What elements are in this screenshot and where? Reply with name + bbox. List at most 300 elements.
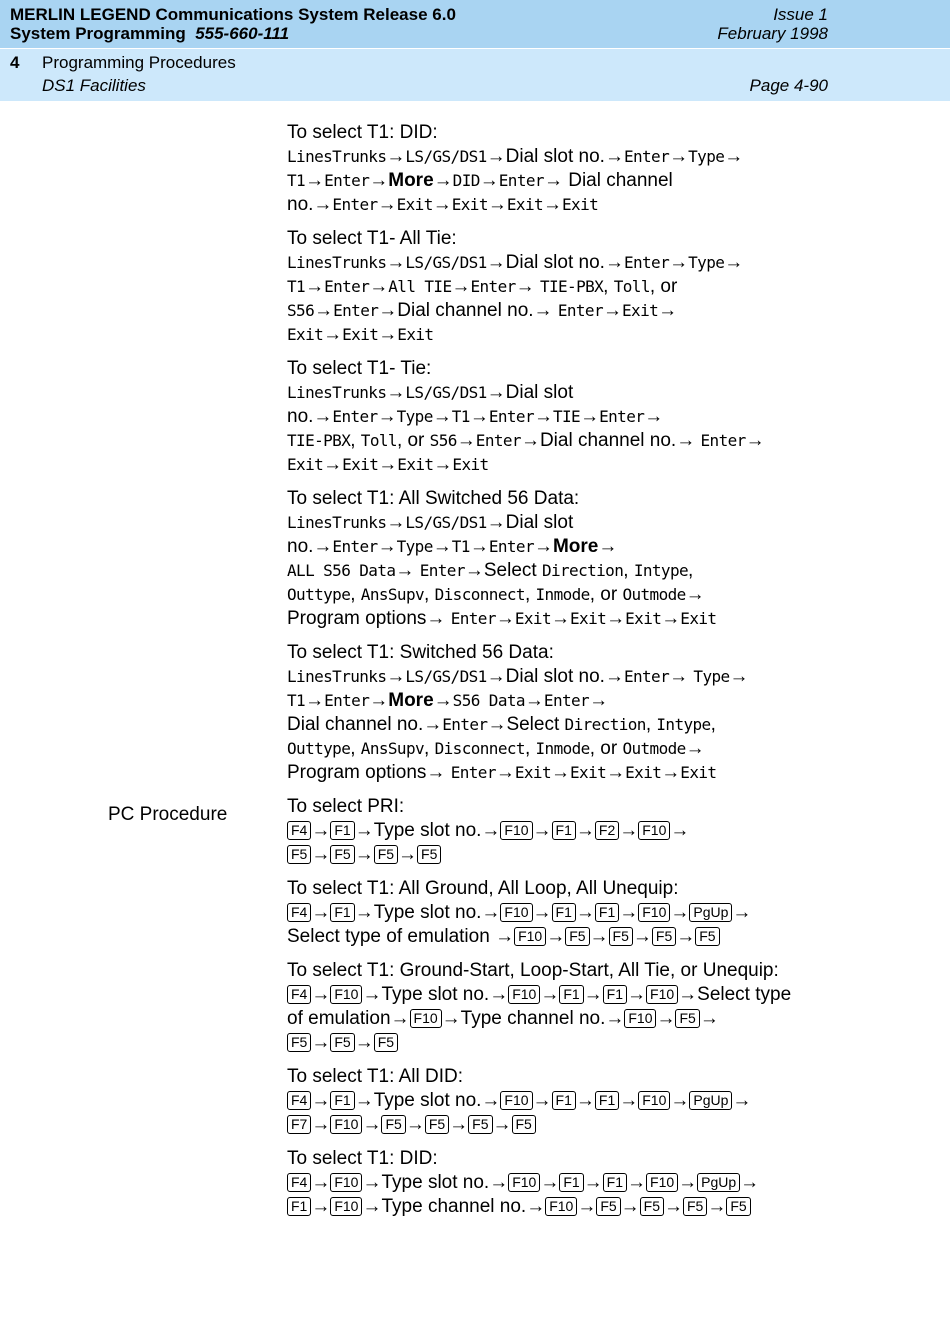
function-key: F1 xyxy=(603,1173,627,1192)
arrow-icon: → xyxy=(313,406,333,427)
function-key: PgUp xyxy=(689,1091,732,1110)
display-label: Enter xyxy=(599,407,645,426)
display-label: Exit xyxy=(625,609,662,628)
step-text: , xyxy=(688,560,694,581)
display-label: Exit xyxy=(562,195,599,214)
procedure-step-line xyxy=(287,535,847,559)
display-label: Enter xyxy=(623,147,670,166)
arrow-icon: → xyxy=(311,820,331,841)
step-text: , or xyxy=(649,276,678,297)
arrow-icon: → xyxy=(378,300,398,321)
display-label: Exit xyxy=(622,301,659,320)
display-label: S56 xyxy=(429,431,457,450)
function-key: F5 xyxy=(726,1197,750,1216)
arrow-icon: → xyxy=(627,1172,647,1193)
procedure-step-line xyxy=(287,193,847,217)
function-key: F4 xyxy=(287,1091,311,1110)
arrow-icon: → xyxy=(526,1196,546,1217)
arrow-icon: → xyxy=(469,406,489,427)
function-key: F1 xyxy=(552,903,576,922)
display-label: Enter xyxy=(332,407,378,426)
procedure-step-line xyxy=(287,299,847,323)
procedure-title: To select T1: All Ground, All Loop, All Unequip: xyxy=(287,878,679,899)
function-key: F1 xyxy=(330,1091,354,1110)
arrow-icon: → xyxy=(469,536,489,557)
function-key: F1 xyxy=(330,821,354,840)
function-key: F5 xyxy=(565,927,589,946)
display-label: Exit xyxy=(514,609,551,628)
arrow-icon: → xyxy=(377,406,397,427)
function-key: F10 xyxy=(500,903,532,922)
function-key: F7 xyxy=(287,1115,311,1134)
arrow-icon: → xyxy=(369,276,389,297)
arrow-icon: → xyxy=(619,820,639,841)
arrow-icon: → xyxy=(543,194,563,215)
step-text: Dial slot xyxy=(505,382,574,403)
display-label: Exit xyxy=(397,455,434,474)
step-text: Dial channel no. xyxy=(397,300,534,321)
display-label: Enter xyxy=(623,667,670,686)
arrow-icon: → xyxy=(589,690,609,711)
arrow-icon: → xyxy=(729,666,749,687)
procedure-title: To select T1- All Tie: xyxy=(287,228,457,249)
arrow-icon: → xyxy=(676,430,696,451)
procedure-step-line xyxy=(287,843,847,867)
procedure-step-line xyxy=(287,145,847,169)
function-key: PgUp xyxy=(689,903,732,922)
arrow-icon: → xyxy=(405,1114,425,1135)
function-key: F10 xyxy=(508,1173,540,1192)
issue: Issue 1 xyxy=(773,5,828,24)
function-key: F10 xyxy=(330,1197,362,1216)
display-label: TIE-PBX xyxy=(287,431,351,450)
arrow-icon: → xyxy=(658,300,678,321)
display-label: TIE-PBX xyxy=(539,277,604,296)
display-label: Exit xyxy=(625,763,662,782)
function-key: F4 xyxy=(287,1173,311,1192)
doc-subtitle: System Programming xyxy=(10,24,186,43)
step-text: , or xyxy=(396,430,430,451)
arrow-icon: → xyxy=(598,536,618,557)
function-key: F2 xyxy=(595,821,619,840)
procedure-step-line xyxy=(287,1031,847,1055)
display-label: DID xyxy=(452,171,480,190)
arrow-icon: → xyxy=(354,902,374,923)
function-key: F5 xyxy=(330,1033,354,1052)
function-key: F4 xyxy=(287,903,311,922)
function-key: F1 xyxy=(559,985,583,1004)
function-key: F10 xyxy=(508,985,540,1004)
procedure-title: To select T1: DID: xyxy=(287,122,438,143)
display-label: Exit xyxy=(396,195,433,214)
arrow-icon: → xyxy=(656,1008,676,1029)
display-label: Exit xyxy=(397,325,434,344)
step-text: Type channel no. xyxy=(381,1196,527,1217)
arrow-icon: → xyxy=(311,1196,331,1217)
procedure-step-line xyxy=(287,665,847,689)
procedure-step-line xyxy=(287,275,847,299)
arrow-icon: → xyxy=(311,1172,331,1193)
step-text: , xyxy=(424,738,435,759)
function-key: F5 xyxy=(374,1033,398,1052)
procedure-step-line xyxy=(287,169,847,193)
arrow-icon: → xyxy=(661,608,681,629)
display-label: Enter xyxy=(332,537,378,556)
arrow-icon: → xyxy=(546,926,566,947)
arrow-icon: → xyxy=(323,454,343,475)
step-text: Type channel no. xyxy=(460,1008,606,1029)
button-label: More xyxy=(388,170,434,191)
display-label: Enter xyxy=(470,277,516,296)
arrow-icon: → xyxy=(699,1008,719,1029)
function-key: PgUp xyxy=(697,1173,740,1192)
arrow-icon: → xyxy=(432,194,452,215)
display-label: Toll xyxy=(360,431,397,450)
display-label: Enter xyxy=(488,537,534,556)
arrow-icon: → xyxy=(551,608,570,629)
arrow-icon: → xyxy=(433,170,453,191)
arrow-icon: → xyxy=(732,902,752,923)
display-label: T1 xyxy=(451,537,470,556)
display-label: Direction xyxy=(564,715,646,734)
arrow-icon: → xyxy=(398,844,418,865)
arrow-icon: → xyxy=(423,714,443,735)
display-label: Type xyxy=(396,407,433,426)
display-label: LS/GS/DS1 xyxy=(405,253,487,272)
step-text: , xyxy=(623,560,634,581)
arrow-icon: → xyxy=(604,666,624,687)
step-text: , xyxy=(524,584,536,605)
arrow-icon: → xyxy=(619,902,639,923)
step-text: , or xyxy=(589,584,623,605)
arrow-icon: → xyxy=(386,252,406,273)
function-key: F5 xyxy=(683,1197,707,1216)
arrow-icon: → xyxy=(604,146,624,167)
function-key: F10 xyxy=(410,1009,442,1028)
arrow-icon: → xyxy=(627,984,647,1005)
issue-date: February 1998 xyxy=(717,24,828,43)
display-label: Disconnect xyxy=(434,585,525,604)
function-key: F1 xyxy=(595,903,619,922)
arrow-icon: → xyxy=(481,820,501,841)
arrow-icon: → xyxy=(362,1196,382,1217)
step-text: Dial slot no. xyxy=(505,146,605,167)
arrow-icon: → xyxy=(589,926,609,947)
chapter-title: Programming Procedures xyxy=(42,53,236,72)
function-key: F4 xyxy=(287,985,311,1004)
arrow-icon: → xyxy=(311,844,331,865)
pc-procedure-label: PC Procedure xyxy=(108,804,228,825)
display-label: S56 Data xyxy=(452,691,525,710)
procedure-step-line xyxy=(287,689,847,713)
function-key: F5 xyxy=(695,927,719,946)
arrow-icon: → xyxy=(670,902,690,923)
procedure-title: To select T1: DID: xyxy=(287,1148,438,1169)
procedure-section xyxy=(287,877,847,949)
function-key: F10 xyxy=(646,1173,678,1192)
step-text: Dial slot no. xyxy=(505,252,605,273)
arrow-icon: → xyxy=(495,608,515,629)
arrow-icon: → xyxy=(644,406,664,427)
display-label: TIE xyxy=(552,407,581,426)
function-key: F10 xyxy=(624,1009,656,1028)
display-label: Exit xyxy=(506,195,544,214)
procedure-section xyxy=(287,121,847,217)
display-label: AnsSupv xyxy=(360,585,425,604)
function-key: F5 xyxy=(287,845,311,864)
arrow-icon: → xyxy=(606,762,626,783)
arrow-icon: → xyxy=(575,902,595,923)
arrow-icon: → xyxy=(313,194,333,215)
arrow-icon: → xyxy=(441,1008,461,1029)
arrow-icon: → xyxy=(362,1172,382,1193)
arrow-icon: → xyxy=(451,276,471,297)
step-text: , xyxy=(350,584,361,605)
step-text: Program options xyxy=(287,608,427,629)
arrow-icon: → xyxy=(515,276,535,297)
display-label: Exit xyxy=(287,455,324,474)
display-label: Exit xyxy=(570,763,607,782)
arrow-icon: → xyxy=(489,1172,509,1193)
arrow-icon: → xyxy=(745,430,765,451)
display-label: Disconnect xyxy=(434,739,525,758)
arrow-icon: → xyxy=(669,252,689,273)
display-label: Enter xyxy=(557,301,603,320)
step-text: Type slot no. xyxy=(381,1172,490,1193)
procedure-content xyxy=(287,121,847,1229)
display-label: LS/GS/DS1 xyxy=(405,383,487,402)
arrow-icon: → xyxy=(524,690,544,711)
procedure-step-line xyxy=(287,737,847,761)
procedure-step-line xyxy=(287,1113,847,1137)
arrow-icon: → xyxy=(575,820,595,841)
step-text: Select type xyxy=(697,984,792,1005)
step-text: Dial channel no. xyxy=(539,430,677,451)
step-text: of emulation xyxy=(287,1008,391,1029)
arrow-icon: → xyxy=(583,1172,603,1193)
step-text: , xyxy=(350,430,361,451)
step-text: , xyxy=(710,714,716,735)
step-text: Select xyxy=(483,560,542,581)
step-text: Dial channel xyxy=(562,170,673,191)
function-key: F5 xyxy=(425,1115,449,1134)
arrow-icon: → xyxy=(386,512,406,533)
function-key: F1 xyxy=(287,1197,311,1216)
arrow-icon: → xyxy=(377,194,397,215)
arrow-icon: → xyxy=(724,252,744,273)
arrow-icon: → xyxy=(575,1090,595,1111)
arrow-icon: → xyxy=(354,1090,374,1111)
procedure-step-line xyxy=(287,381,847,405)
step-text: Type slot no. xyxy=(373,1090,482,1111)
arrow-icon: → xyxy=(551,762,570,783)
function-key: F10 xyxy=(500,821,532,840)
procedure-step-line xyxy=(287,607,847,631)
function-key: F5 xyxy=(468,1115,492,1134)
procedure-step-line xyxy=(287,925,847,949)
display-label: Enter xyxy=(543,691,590,710)
arrow-icon: → xyxy=(487,714,507,735)
arrow-icon: → xyxy=(495,926,515,947)
display-label: Enter xyxy=(324,277,370,296)
arrow-icon: → xyxy=(533,300,553,321)
arrow-icon: → xyxy=(481,1090,501,1111)
arrow-icon: → xyxy=(632,926,652,947)
display-label: T1 xyxy=(451,407,470,426)
arrow-icon: → xyxy=(532,902,552,923)
arrow-icon: → xyxy=(540,984,560,1005)
procedure-step-line xyxy=(287,323,847,347)
display-label: Exit xyxy=(342,325,379,344)
function-key: F5 xyxy=(596,1197,620,1216)
arrow-icon: → xyxy=(605,1008,625,1029)
procedure-step-line xyxy=(287,511,847,535)
display-label: Intype xyxy=(656,715,711,734)
procedure-section xyxy=(287,641,847,785)
arrow-icon: → xyxy=(390,1008,410,1029)
display-label: Intype xyxy=(633,561,689,580)
arrow-icon: → xyxy=(426,608,446,629)
display-label: LinesTrunks xyxy=(287,147,387,166)
arrow-icon: → xyxy=(486,512,506,533)
arrow-icon: → xyxy=(489,984,509,1005)
arrow-icon: → xyxy=(669,146,689,167)
display-label: Enter xyxy=(419,561,465,580)
procedure-section xyxy=(287,1065,847,1137)
arrow-icon: → xyxy=(378,454,398,475)
display-label: Enter xyxy=(324,171,370,190)
arrow-icon: → xyxy=(580,406,600,427)
arrow-icon: → xyxy=(433,690,453,711)
arrow-icon: → xyxy=(354,1032,374,1053)
step-text: , xyxy=(350,738,361,759)
arrow-icon: → xyxy=(362,984,382,1005)
arrow-icon: → xyxy=(369,690,389,711)
arrow-icon: → xyxy=(670,1090,690,1111)
procedure-step-line xyxy=(287,251,847,275)
function-key: F10 xyxy=(330,1173,362,1192)
doc-number: 555-660-111 xyxy=(195,24,290,43)
arrow-icon: → xyxy=(492,1114,512,1135)
arrow-icon: → xyxy=(433,454,453,475)
procedure-step-line xyxy=(287,559,847,583)
chapter-number: 4 xyxy=(10,53,20,72)
display-label: Exit xyxy=(570,609,607,628)
step-text: Dial slot xyxy=(505,512,574,533)
arrow-icon: → xyxy=(479,170,499,191)
procedure-step-line xyxy=(287,983,847,1007)
procedure-step-line xyxy=(287,819,847,843)
display-label: Exit xyxy=(680,609,717,628)
display-label: Type xyxy=(688,253,725,272)
display-label: Direction xyxy=(541,561,624,580)
procedure-section xyxy=(287,959,847,1055)
chapter-band xyxy=(0,49,950,101)
function-key: F5 xyxy=(287,1033,311,1052)
step-text: no. xyxy=(287,406,314,427)
display-label: Outtype xyxy=(287,585,351,604)
arrow-icon: → xyxy=(533,536,553,557)
function-key: F5 xyxy=(417,845,441,864)
procedure-title: To select PRI: xyxy=(287,796,405,817)
display-label: Exit xyxy=(287,325,324,344)
function-key: F10 xyxy=(514,927,546,946)
arrow-icon: → xyxy=(432,406,452,427)
arrow-icon: → xyxy=(487,194,507,215)
display-label: T1 xyxy=(287,277,306,296)
arrow-icon: → xyxy=(543,170,563,191)
arrow-icon: → xyxy=(305,276,325,297)
arrow-icon: → xyxy=(314,300,334,321)
procedure-section xyxy=(287,357,847,477)
display-label: Exit xyxy=(342,455,379,474)
procedure-step-line xyxy=(287,1007,847,1031)
display-label: Outmode xyxy=(622,739,686,758)
display-label: LinesTrunks xyxy=(287,513,387,532)
display-label: Enter xyxy=(332,195,378,214)
step-text: , or xyxy=(589,738,623,759)
arrow-icon: → xyxy=(685,738,705,759)
procedure-step-line xyxy=(287,1089,847,1113)
function-key: F10 xyxy=(638,1091,670,1110)
display-label: Exit xyxy=(451,195,488,214)
arrow-icon: → xyxy=(313,536,333,557)
display-label: Exit xyxy=(680,763,717,782)
display-label: Inmode xyxy=(535,739,590,758)
arrow-icon: → xyxy=(386,382,406,403)
function-key: F5 xyxy=(330,845,354,864)
step-text: no. xyxy=(287,194,314,215)
function-key: F5 xyxy=(640,1197,664,1216)
procedure-section xyxy=(287,1147,847,1219)
arrow-icon: → xyxy=(354,820,374,841)
header-band xyxy=(0,0,950,48)
arrow-icon: → xyxy=(449,1114,469,1135)
arrow-icon: → xyxy=(311,984,331,1005)
step-text: Program options xyxy=(287,762,427,783)
arrow-icon: → xyxy=(661,762,681,783)
step-text: , xyxy=(645,714,657,735)
function-key: F5 xyxy=(652,927,676,946)
arrow-icon: → xyxy=(386,666,406,687)
step-text: Type slot no. xyxy=(381,984,490,1005)
procedure-step-line xyxy=(287,405,847,429)
arrow-icon: → xyxy=(305,690,325,711)
display-label: Enter xyxy=(442,715,488,734)
procedure-step-line xyxy=(287,901,847,925)
arrow-icon: → xyxy=(432,536,452,557)
arrow-icon: → xyxy=(486,252,506,273)
display-label: Enter xyxy=(450,609,496,628)
function-key: F5 xyxy=(609,927,633,946)
function-key: F1 xyxy=(552,821,576,840)
procedure-step-line xyxy=(287,583,847,607)
doc-subtitle-line xyxy=(10,24,289,43)
arrow-icon: → xyxy=(305,170,325,191)
function-key: F10 xyxy=(330,985,362,1004)
arrow-icon: → xyxy=(678,1172,698,1193)
procedure-step-line xyxy=(287,761,847,785)
arrow-icon: → xyxy=(676,926,696,947)
function-key: F10 xyxy=(330,1115,362,1134)
function-key: F1 xyxy=(595,1091,619,1110)
function-key: F10 xyxy=(638,821,670,840)
procedure-title: To select T1- Tie: xyxy=(287,358,432,379)
button-label: More xyxy=(552,536,599,557)
arrow-icon: → xyxy=(732,1090,752,1111)
procedure-title: To select T1: Switched 56 Data: xyxy=(287,642,554,663)
procedure-title: To select T1: Ground-Start, Loop-Start, All Tie, or Unequip: xyxy=(287,960,779,981)
